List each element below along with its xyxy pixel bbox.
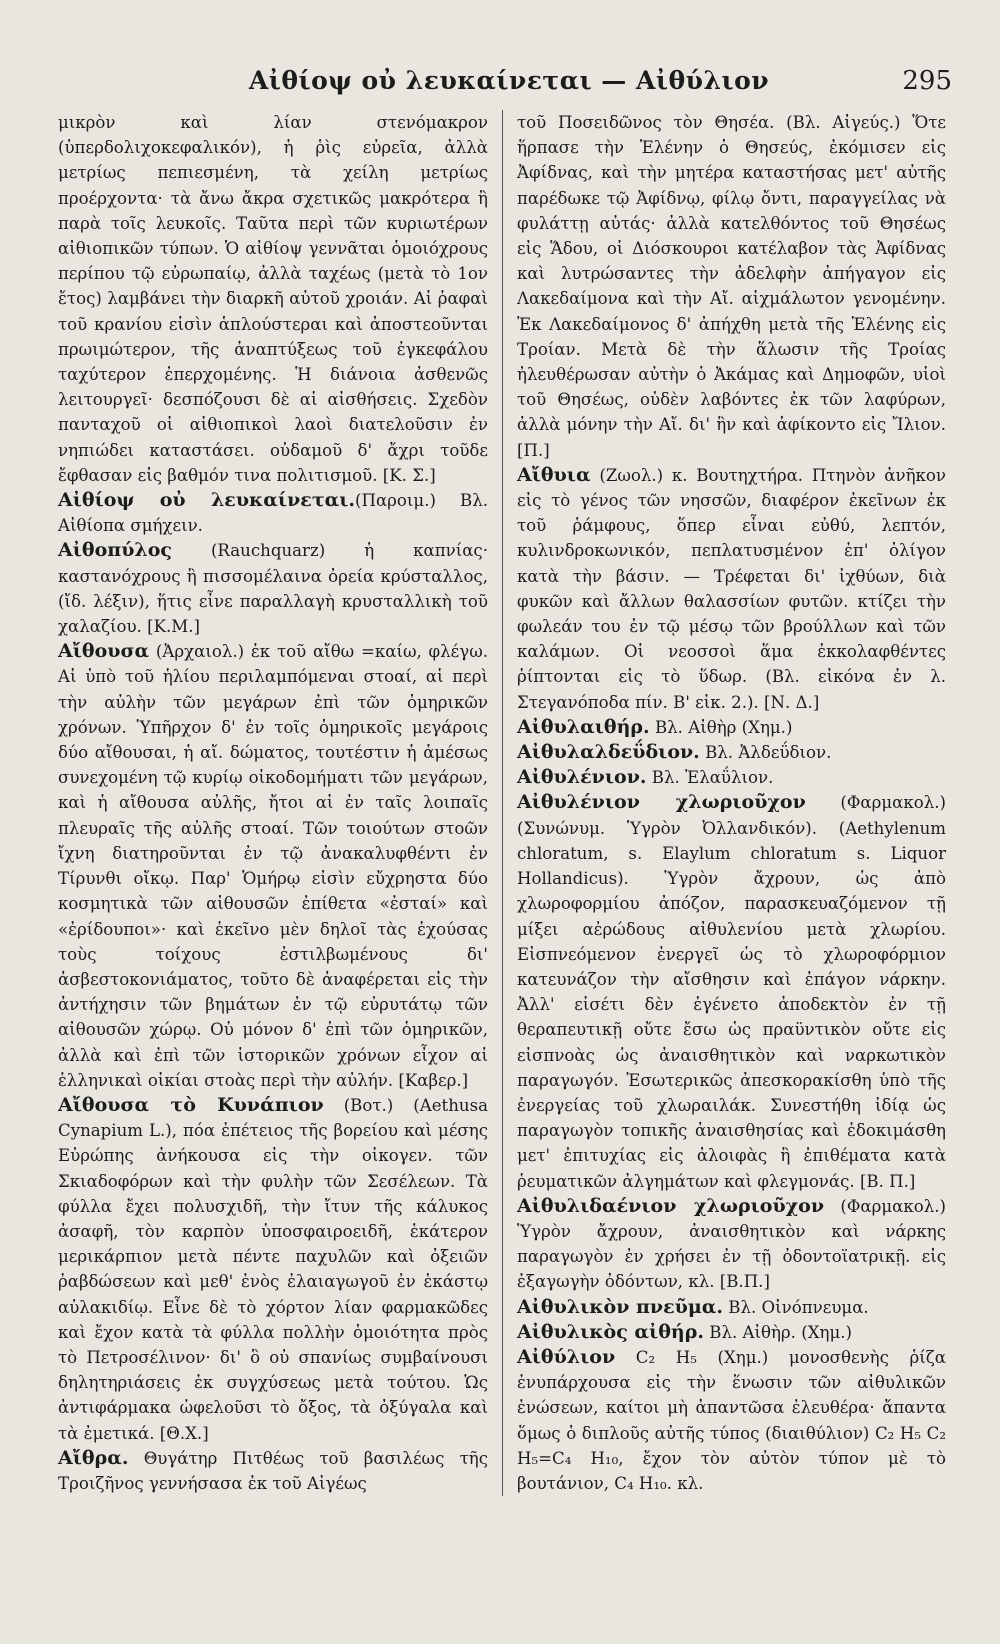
text-columns — [58, 110, 960, 1496]
headword: Αἰθυλαλδεΰδιον. — [517, 741, 700, 764]
entry: Αἰθίοψ οὐ λευκαίνεται.(Παροιμ.) Βλ. Αἰθίοπα σμήχειν. — [58, 489, 488, 536]
entry: Αἴθουσα τὸ Κυνάπιον (Βοτ.) (Aethusa Cynapium L.), πόα ἐπέτειος τῆς βορείου καὶ μέσης Εὐρώπης ἀνήκουσα εἰς τὴν οἰκογεν. τῶν Σκιαδοφόρων καὶ τὴν φυλὴν τῶν Σεσέλεων. Τὰ φύλλα ἔχει πολυσχιδῆ, τὴν ἴτυν τῆς κάλυκος ἀσαφῆ, τὸν καρπὸν ὑποσφαιροειδῆ, ἑκάτερον μερικάρπιον μετὰ πέντε παχυλῶν καὶ ὀξειῶν ῥαβδώσεων καὶ μεθ' ἑνὸς ἐλαιαγωγοῦ ἐν ἑκάστῳ αὐλακιδίῳ. Εἶνε δὲ τὸ χόρτον λίαν φαρμακῶδες καὶ ἔχον κατὰ τὰ φύλλα πολλὴν ὁμοιότητα πρὸς τὸ Πετροσέλινον· δι' ὃ οὐ σπανίως συμβαίνουσι δηλητηριάσεις ἐκ συγχύσεως μετὰ τούτου. Ὡς ἀντιφάρμακα ὠφελοῦσι τὸ ὄξος, τὰ ὀξύγαλα καὶ τὰ ἐμετικά. [Θ.Χ.] — [58, 1093, 488, 1443]
entry: Αἰθυλένιον. Βλ. Ἐλαΰλιον. — [517, 766, 774, 789]
page-number: 295 — [902, 66, 952, 96]
headword: Αἰθυλένιον. — [517, 766, 647, 789]
entry: Αἰθοπύλος (Rauchquarz) ἡ καπνίας· καστανόχρους ἢ πισσομέλαινα ὀρεία κρύσταλλος, (ἴδ. λέξιν), ἥτις εἶνε παραλλαγὴ κρυσταλλικὴ τοῦ χαλαζίου. [Κ.Μ.] — [58, 539, 488, 637]
entry: Αἰθυλικὸν πνεῦμα. Βλ. Οἰνόπνευμα. — [517, 1295, 869, 1318]
entry: Αἰθυλαιθήρ. Βλ. Αἰθὴρ (Χημ.) — [517, 715, 793, 738]
headword: Αἰθυλικὸς αἰθήρ. — [517, 1320, 704, 1343]
entry: Αἴθυια (Ζωολ.) κ. Βουτηχτήρα. Πτηνὸν ἀνῆκον εἰς τὸ γένος τῶν νησσῶν, διαφέρον ἐκεῖνων ἐκ τοῦ ῥάμφους, ὅπερ εἶναι εὐθύ, λεπτόν, κυλινδροκωνικόν, πεπλατυσμένον ἐπ' ὀλίγον κατὰ τὴν βάσιν. — Τρέφεται δι' ἰχθύων, διὰ φυκῶν καὶ ἄλλων θαλασσίων φυτῶν. κτίζει τὴν φωλεάν του ἐν τῷ μέσῳ τῶν βρούλλων καὶ τῶν καλάμων. Οἱ νεοσσοὶ ἅμα ἐκκολαφθέντες ῥίπτονται εἰς τὸ ὕδωρ. (Βλ. εἰκόνα ἐν λ. Στεγανόποδα πίν. Β' εἰκ. 2.). [Ν. Δ.] — [517, 463, 946, 712]
entry: Αἰθυλιδαένιον χλωριοῦχον (Φαρμακολ.) Ὑγρὸν ἄχρουν, ἀναισθητικὸν καὶ νάρκης παραγωγὸν ἐν χρήσει ἐν τῇ ὀδοντοϊατρικῇ. εἰς ἐξαγωγὴν ὀδόντων, κλ. [Β.Π.] — [517, 1194, 947, 1292]
headword: Αἰθυλαιθήρ. — [517, 715, 650, 738]
headword: Αἰθύλιον — [517, 1345, 616, 1368]
entry: Αἰθύλιον C₂ H₅ (Χημ.) μονοσθενὴς ῥίζα ἐνυπάρχουσα εἰς τὴν ἕνωσιν τῶν αἰθυλικῶν ἑνώσεων, καίτοι μὴ ἀπαντῶσα ἐλευθέρα· ἄπαντα ὅμως ὁ διπλοῦς αὐτῆς τύπος (διαιθύλιον) C₂ H₅ C₂ H₅=C₄ H₁₀, ἔχον τὸν αὐτὸν τύπον μὲ τὸ βουτάνιον, C₄ H₁₀. κλ. — [517, 1345, 946, 1493]
headword: Αἰθοπύλος — [58, 539, 172, 562]
entry-continuation: τοῦ Ποσειδῶνος τὸν Θησέα. (Βλ. Αἰγεύς.) Ὅτε ἥρπασε τὴν Ἑλένην ὁ Θησεύς, ἐκόμισεν εἰς Ἀφίδνας, καὶ τὴν μητέρα καταστήσας μετ' αὐτῆς παρέδωκε τῷ Ἀφίδνῳ, φίλῳ ὄντι, παραγγείλας νὰ φυλάττῃ αὐτάς· ἀλλὰ κατελθόντος τοῦ Θησέως εἰς Ἅδου, οἱ Διόσκουροι κατέλαβον τὰς Ἀφίδνας καὶ λυτρώσαντες τὴν ἀδελφὴν ἀπήγαγον εἰς Λακεδαίμονα καὶ τὴν Αἴ. αἰχμάλωτον γενομένην. Ἐκ Λακεδαίμονος δ' ἀπήχθη μετὰ τῆς Ἑλένης εἰς Τροίαν. Μετὰ δὲ τὴν ἅλωσιν τῆς Τροίας ἠλευθέρωσαν αὐτὴν ὁ Ἀκάμας καὶ Δημοφῶν, υἱοὶ τοῦ Θησέως, οὐδὲν λαβόντες ἐκ τῶν λαφύρων, ἀλλὰ μόνην τὴν Αἴ. δι' ἣν καὶ ἀφίκοντο εἰς Ἴλιον. [Π.] — [517, 113, 946, 460]
entry: Αἰθυλικὸς αἰθήρ. Βλ. Αἰθὴρ. (Χημ.) — [517, 1320, 852, 1343]
right-column — [502, 110, 946, 1496]
headword: Αἴθουσα τὸ Κυνάπιον — [58, 1093, 324, 1116]
headword: Αἴθυια — [517, 463, 591, 486]
entry: Αἴθρα. Θυγάτηρ Πιτθέως τοῦ βασιλέως τῆς Τροιζῆνος γεννήσασα ἐκ τοῦ Αἰγέως — [58, 1446, 488, 1493]
left-column — [58, 110, 502, 1496]
headword: Αἰθυλένιον χλωριοῦχον — [517, 791, 806, 814]
headword: Αἰθυλιδαένιον χλωριοῦχον — [517, 1194, 825, 1217]
headword: Αἰθίοψ οὐ λευκαίνεται. — [58, 489, 356, 512]
headword: Αἴθουσα — [58, 640, 150, 663]
entry-continuation: μικρὸν καὶ λίαν στενόμακρον (ὑπερδολιχοκεφαλικόν), ἡ ῥὶς εὐρεῖα, ἀλλὰ μετρίως πεπιεσμένη, τὰ χείλη μετρίως προέρχοντα· τὰ ἄνω ἄκρα σχετικῶς μακρότερα ἢ παρὰ τοῖς λευκοῖς. Ταῦτα περὶ τῶν κυριωτέρων αἰθιοπικῶν τύπων. Ὁ αἰθίοψ γεννᾶται ὁμοιόχρους περίπου τῷ εὐρωπαίῳ, ἀλλὰ ταχέως (μετὰ τὸ 1ον ἔτος) λαμβάνει τὴν διαρκῆ αὐτοῦ χροιάν. Αἱ ῥαφαὶ τοῦ κρανίου εἰσὶν ἁπλούστεραι καὶ ἀποστεοῦνται πρωιμώτερον, τῆς ἀναπτύξεως τοῦ ἐγκεφάλου ταχύτερον ἐπερχομένης. Ἡ διάνοια ἀσθενῶς λειτουργεῖ· δεσπόζουσι δὲ αἱ αἰσθήσεις. Σχεδὸν πανταχοῦ οἱ αἰθιοπικοὶ λαοὶ διατελοῦσιν ἐν νηπιώδει καταστάσει. οὐδαμοῦ δ' ἄχρι τοῦδε ἔφθασαν εἰς βαθμόν τινα πολιτισμοῦ. [Κ. Σ.] — [58, 113, 488, 485]
entry: Αἰθυλαλδεΰδιον. Βλ. Ἀλδεΰδιον. — [517, 741, 832, 764]
headword: Αἰθυλικὸν πνεῦμα. — [517, 1295, 723, 1318]
running-header — [58, 66, 960, 110]
entry: Αἴθουσα (Ἀρχαιολ.) ἐκ τοῦ αἴθω =καίω, φλέγω. Αἱ ὑπὸ τοῦ ἡλίου περιλαμπόμεναι στοαί, αἱ περὶ τὴν αὐλὴν τῶν μεγάρων ἐπὶ τῶν ὁμηρικῶν χρόνων. Ὑπῆρχον δ' ἐν τοῖς ὁμηρικοῖς μεγάροις δύο αἴθουσαι, ἡ αἴ. δώματος, τουτέστιν ἡ ἀμέσως συνεχομένη τῷ κυρίῳ οἰκοδομήματι τῶν μεγάρων, καὶ ἡ αἴθουσα αὐλῆς, ἤτοι αἱ ἐν ταῖς λοιπαῖς πλευραῖς τῆς αὐλῆς στοαί. Τῶν τοιούτων στοῶν ἴχνη διατηροῦνται ἐν τῷ ἀνακαλυφθέντι ἐν Τίρυνθι οἴκῳ. Παρ' Ὁμήρῳ εἰσὶν εὔχρηστα δύο κοσμητικὰ τῶν αἰθουσῶν ἐπίθετα «ἐσταί» καὶ «ἐρίδουποι»· καὶ ἐκεῖνο μὲν δηλοῖ τὰς ἐχούσας τοὺς τοίχους ἐστιλβωμένους δι' ἀσβεστοκονιάματος, τοῦτο δὲ ἀναφέρεται εἰς τὴν ἀντήχησιν τῶν βημάτων ἐν τῷ εὐρυτάτῳ τῶν αἰθουσῶν χώρῳ. Οὐ μόνον δ' ἐπὶ τῶν ὁμηρικῶν, ἀλλὰ καὶ ἐπὶ τῶν ἱστορικῶν χρόνων εἶχον αἱ ἑλληνικαὶ οἰκίαι στοὰς περὶ τὴν αὐλήν. [Καβερ.] — [58, 640, 489, 1090]
running-title: Αἰθίοψ οὐ λευκαίνεται — Αἰθύλιον — [248, 66, 770, 95]
entry: Αἰθυλένιον χλωριοῦχον (Φαρμακολ.) (Συνώνυμ. Ὑγρὸν Ὀλλανδικόν). (Aethylenum chloratum, s. Elaylum chloratum s. Liquor Hollandicus). Ὑγρὸν ἄχρουν, ὡς ἀπὸ χλωροφορμίου ἀπόζον, παρασκευαζόμενον τῇ μίξει αἐρώδους αἰθυλενίου μετὰ χλωρίου. Εἰσπνεόμενον ἐνεργεῖ ὡς τὸ χλωροφόρμιον κατευνάζον τὴν αἴσθησιν καὶ ἐπάγον νάρκην. Ἀλλ' εἰσέτι δὲν ἐγένετο ἀποδεκτὸν ἐν τῇ θεραπευτικῇ οὔτε ἔσω ὡς πραϋντικὸν οὔτε εἰς εἰσπνοὰς ὡς ἀναισθητικὸν καὶ ναρκωτικὸν παραγωγόν. Ἐσωτερικῶς ἀπεσκορακίσθη ὑπὸ τῆς ἐνεργείας τοῦ χλωραιλάκ. Συνεστήθη ἰδίᾳ ὡς παραγωγὸν τοπικῆς ἀναισθησίας καὶ ἐδοκιμάσθη μετ' ἐπιτυχίας εἰς ἀλοιφὰς ἢ ἐπιθέματα κατὰ ῥευματικῶν ἀλγημάτων καὶ φλεγμονάς. [Β. Π.] — [517, 791, 946, 1191]
headword: Αἴθρα. — [58, 1446, 129, 1469]
